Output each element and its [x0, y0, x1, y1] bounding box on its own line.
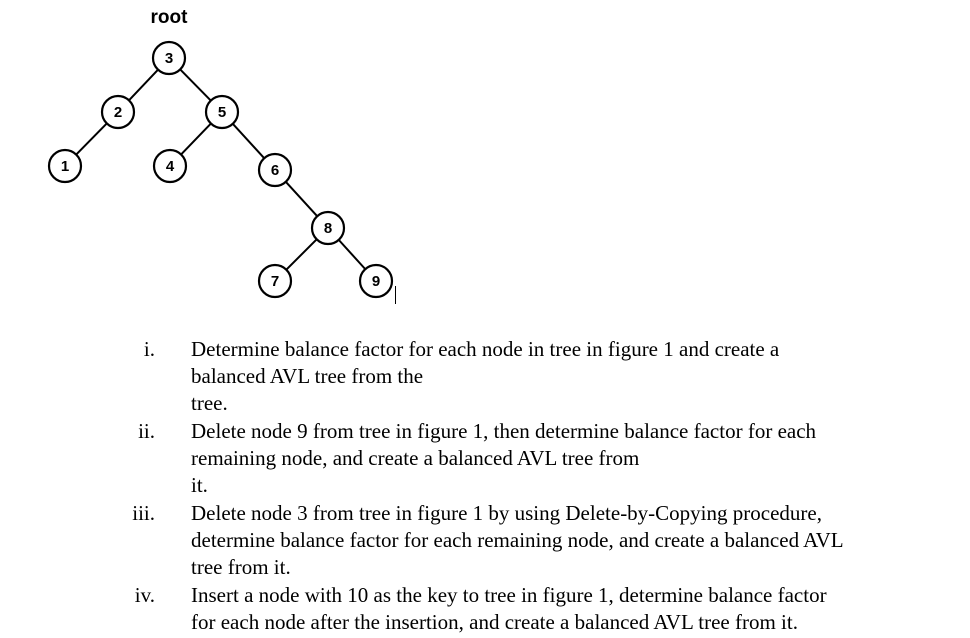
tree-node-7	[259, 265, 291, 297]
tree-node-6	[259, 154, 291, 186]
tree-node-4	[154, 150, 186, 182]
node-key: 1	[60, 158, 70, 175]
text-cursor	[395, 286, 396, 304]
question-number: iii.	[132, 501, 155, 525]
question-item-ii	[0, 418, 970, 499]
tree-node-5	[206, 96, 238, 128]
question-text	[191, 582, 961, 636]
question-line: it.	[191, 473, 208, 497]
question-line: Delete node 3 from tree in figure 1 by using Delete-by-Copying procedure,	[191, 501, 822, 525]
node-key: 8	[323, 220, 333, 237]
tree-node-3	[153, 42, 185, 74]
question-number: iv.	[134, 583, 155, 607]
tree-node-9	[360, 265, 392, 297]
node-key: 4	[165, 158, 175, 175]
node-key: 9	[371, 273, 381, 290]
tree-edge-n5-n6	[233, 124, 264, 158]
question-number: i.	[143, 337, 155, 361]
tree-edge-n5-n4	[181, 124, 211, 155]
tree-edge-n2-n1	[76, 123, 107, 154]
tree-node-8	[312, 212, 344, 244]
tree-edge-n3-n5	[180, 69, 211, 100]
question-line: Determine balance factor for each node in tree in figure 1 and create a	[191, 337, 780, 361]
question-line: tree.	[191, 391, 228, 415]
question-item-i	[0, 336, 970, 417]
question-list	[0, 336, 970, 637]
node-key: 6	[270, 162, 280, 179]
binary-tree-diagram	[0, 0, 420, 310]
question-line: for each node after the insertion, and create a balanced AVL tree from it.	[191, 610, 798, 634]
node-key: 7	[270, 273, 280, 290]
node-key: 3	[164, 50, 174, 67]
question-number: ii.	[138, 419, 155, 443]
question-item-iii	[0, 500, 970, 581]
question-line: Delete node 9 from tree in figure 1, then determine balance factor for each	[191, 419, 817, 443]
root-label: root	[150, 7, 188, 28]
tree-edge-n8-n7	[286, 239, 316, 269]
question-line: Insert a node with 10 as the key to tree in figure 1, determine balance factor	[191, 583, 827, 607]
node-key: 2	[113, 104, 123, 121]
question-line: determine balance factor for each remaining node, and create a balanced AVL	[191, 528, 844, 552]
tree-edge-n3-n2	[129, 70, 158, 101]
question-text	[191, 418, 961, 499]
question-text	[191, 500, 961, 581]
tree-edge-n8-n9	[339, 240, 366, 269]
node-key: 5	[217, 104, 227, 121]
question-item-iv	[0, 582, 970, 636]
tree-edge-n6-n8	[286, 182, 317, 216]
question-line: remaining node, and create a balanced AVL tree from	[191, 446, 640, 470]
question-text	[191, 336, 961, 417]
tree-nodes	[49, 42, 392, 297]
tree-node-2	[102, 96, 134, 128]
question-line: tree from it.	[191, 555, 291, 579]
question-line: balanced AVL tree from the	[191, 364, 424, 388]
tree-node-1	[49, 150, 81, 182]
